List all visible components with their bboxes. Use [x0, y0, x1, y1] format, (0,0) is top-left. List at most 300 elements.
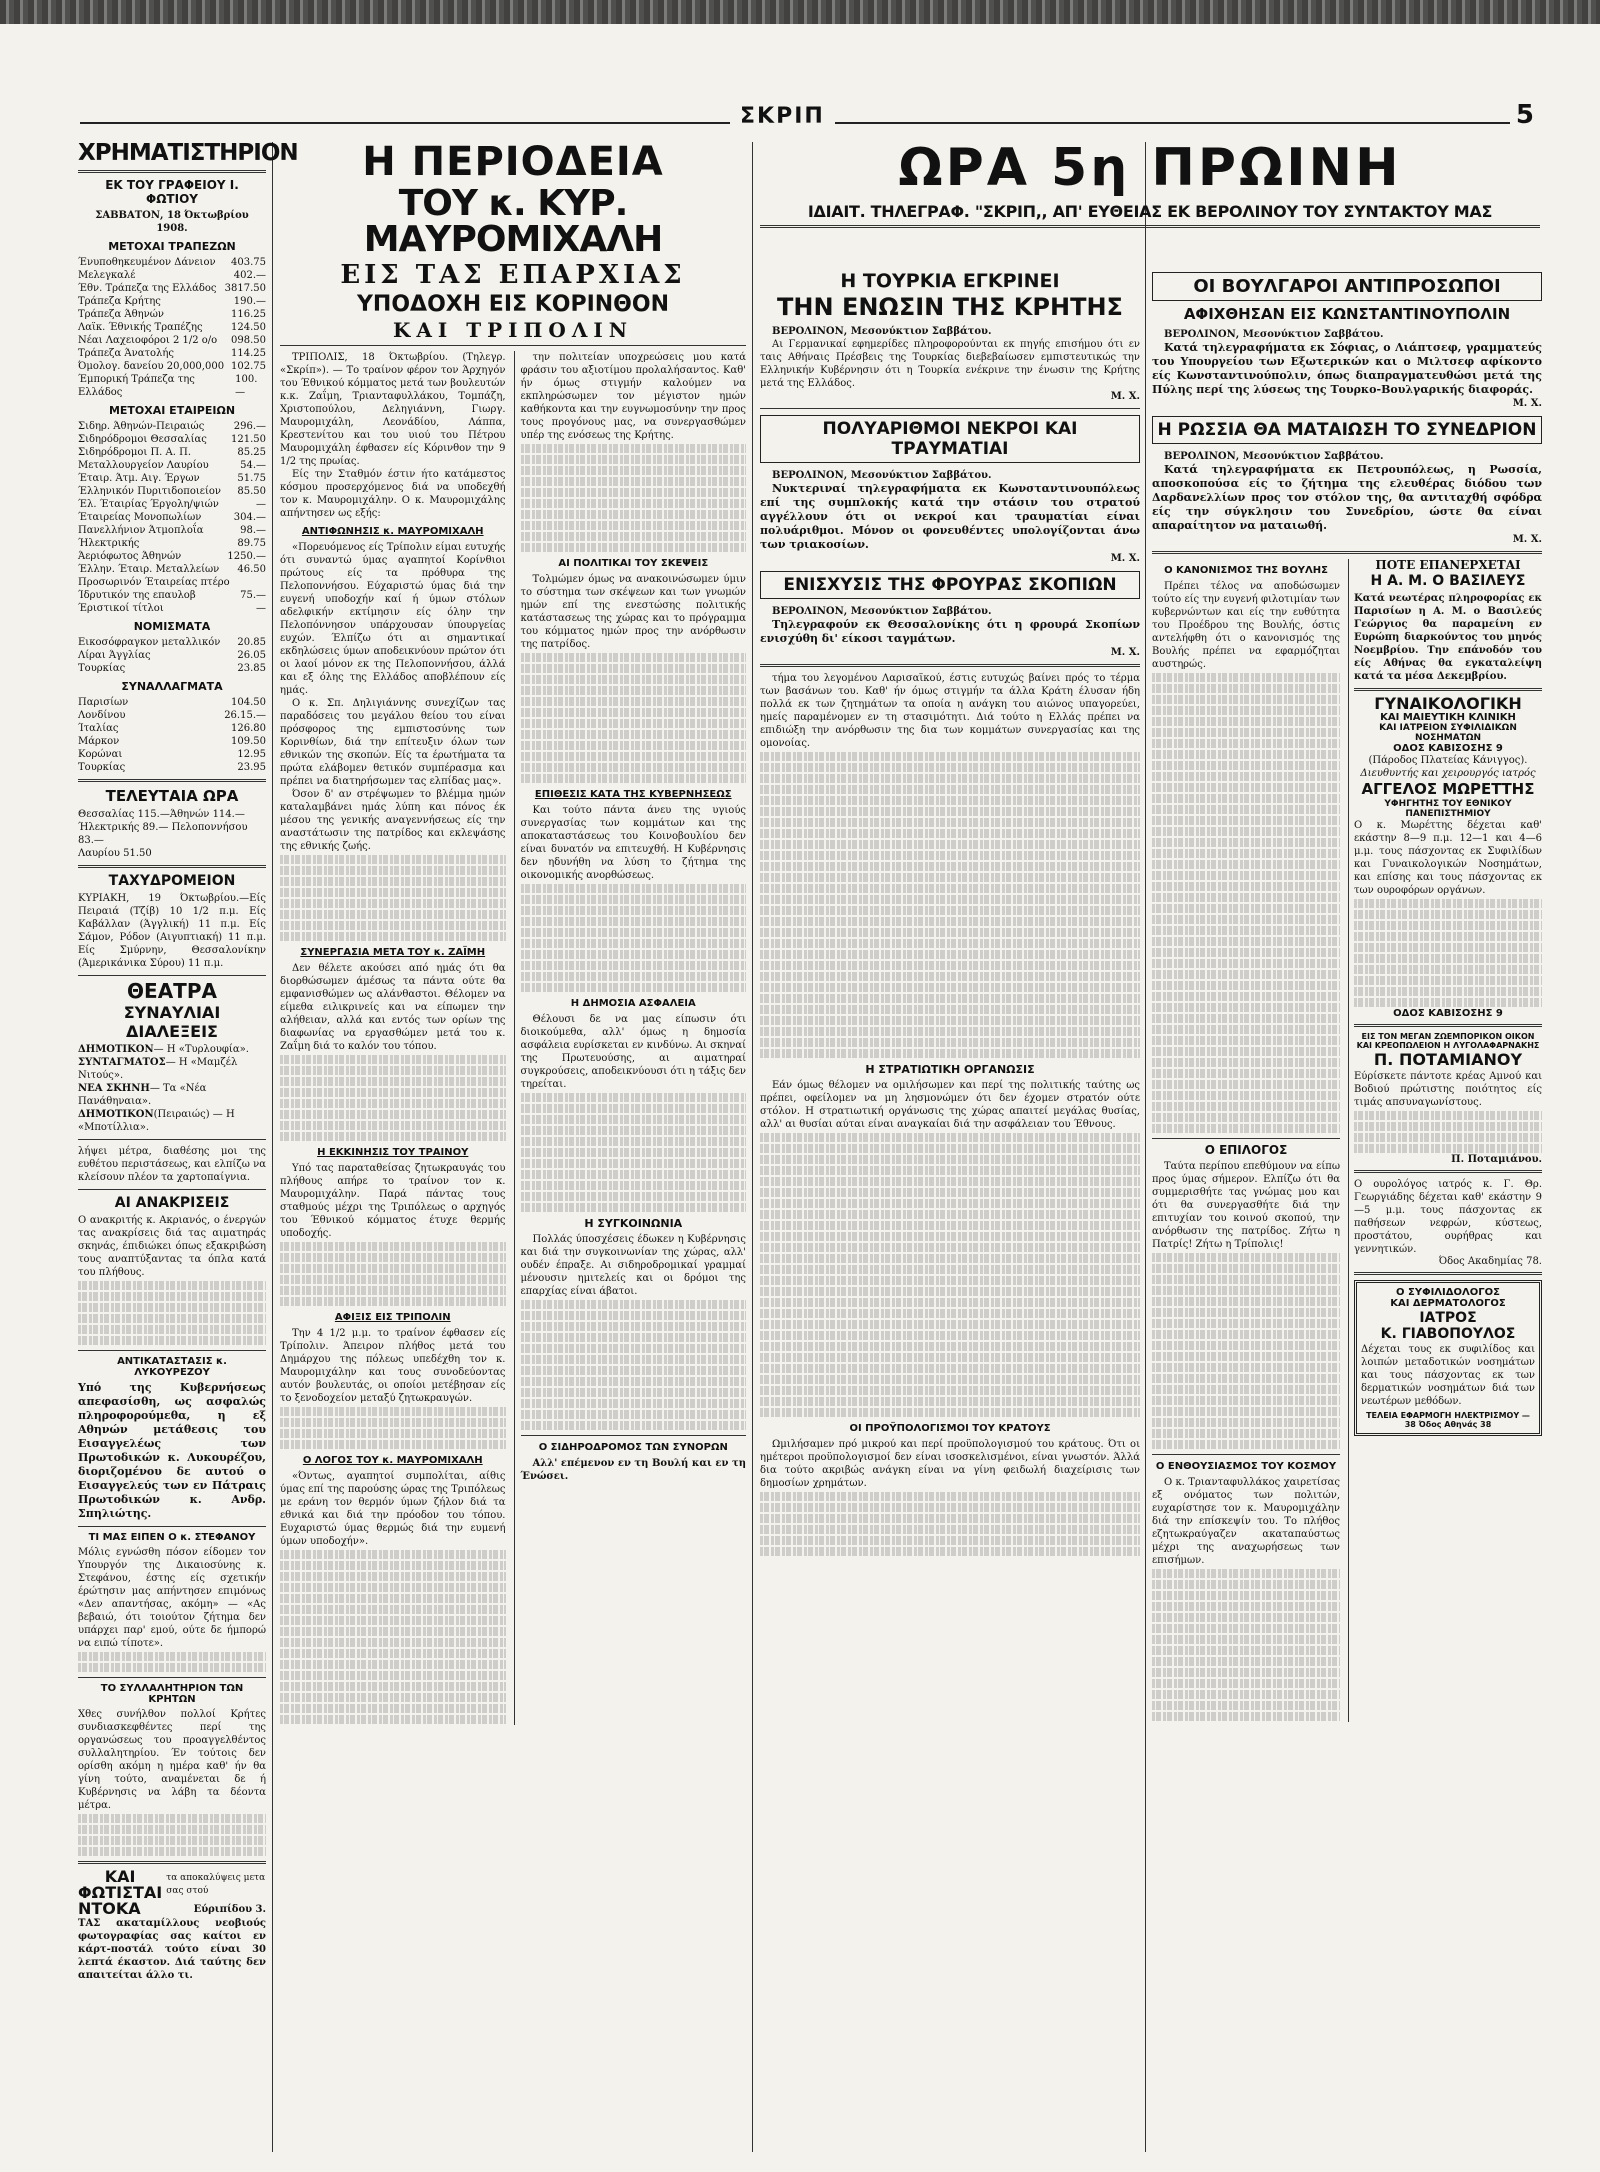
russia-headline: Η ΡΩΣΣΙΑ ΘΑ ΜΑΤΑΙΩΣΗ ΤΟ ΣΥΝΕΔΡΙΟΝ [1152, 416, 1542, 444]
clinic-address-note: (Πάροδος Πλατείας Κάνιγγος). [1368, 755, 1528, 766]
illegible-text [280, 888, 506, 897]
row-label: Προσωρινόν Έταιρείας πτέρο [78, 577, 230, 588]
illegible-text [760, 1232, 1140, 1241]
row-label: Ήλεκτρικής [78, 538, 140, 549]
row-value: 3817.50 [224, 283, 266, 294]
safety-text: Θέλουσι δε να μας είπωσιν ότι διοικούμεθα, αλλ' όμως η δημοσία ασφάλεια ευρίσκεται εν κινδύνω. Αι σκηναί της Πρωτευούσης, αι αιματηραί συγκρούσεις, αποδεικνύουσι ότι η τάξις δεν τηρείται. [520, 1014, 746, 1090]
illegible-text [1354, 899, 1542, 908]
bank-row [78, 347, 266, 360]
illegible-text [1152, 871, 1340, 880]
row-label: Έλ. Έταιρίας Έργολη/ψιών [78, 499, 219, 510]
garrison-text: Τηλεγραφούν εκ Θεσσαλονίκης ότι η φρουρά Σκοπίων ενισχύθη δι' είκοσι ταγμάτων. [760, 618, 1140, 645]
illegible-text [521, 884, 747, 893]
urologist-text: Ο ουρολόγος ιατρός κ. Γ. Θρ. Γεωργιάδης δέχεται καθ' εκάστην 9—5 μ.μ. τους πάσχοντας εκ παθήσεων νεφρών, κύστεως, προστάτου, ουρήθρας και γεννητικών. [1354, 1179, 1542, 1255]
illegible-text [1354, 921, 1542, 930]
clinic-subheadline: ΚΑΙ ΜΑΙΕΥΤΙΚΗ ΚΛΙΝΙΚΗ [1380, 712, 1516, 723]
illegible-text [760, 862, 1140, 871]
illegible-text [280, 1429, 506, 1438]
theatre-name: ΝΕΑ ΣΚΗΝΗ [78, 1083, 150, 1094]
row-label: Σιδηρόδρομοι Θεσσαλίας [78, 434, 207, 445]
illegible-text [1354, 965, 1542, 974]
row-label: Τράπεζα Κρήτης [78, 296, 161, 307]
illegible-text [1354, 1111, 1542, 1120]
cooperation-text: Δεν θέλετε ακούσει από ημάς ότι θα διορθώσωμεν άμέσως τα πάντα ούτε θα εμφανισθώμεν ως αλάνθαστοι. Θέλομεν να είμεθα ειλικρινείς και να είπωμεν την αλήθειαν, αλλά και εντός των ορίων της διαφωνίας να εργασθώμεν μετά του κ. Ζαΐμη διά το καλόν του τόπου. [280, 963, 506, 1052]
last-hour-line: Ήλεκτρικής 89.— Πελοποννήσου 83.— [78, 822, 248, 846]
illegible-text [1152, 1058, 1340, 1067]
illegible-text [521, 477, 747, 486]
row-label: Τουρκίας [78, 762, 126, 773]
casualties-text: Νυκτεριναί τηλεγραφήματα εκ Κωνσταντινουπόλεως επί της συμπλοκής κατά την στάσιν του στρατού αγγέλλουν ότι οι νεκροί και τραυματίαι είναι πολυάριθμοι. Μόνον οι φονευθέντες υπολογίζονται άνω των τριακοσίων. [760, 482, 1140, 551]
illegible-text [760, 796, 1140, 805]
illegible-text [1152, 959, 1340, 968]
illegible-text [78, 1303, 266, 1312]
row-label: Ίδρυτικόν της επαυλοβ [78, 590, 196, 601]
illegible-text [521, 653, 747, 662]
illegible-text [1152, 695, 1340, 704]
illegible-text [1152, 1407, 1340, 1416]
illegible-text [280, 1110, 506, 1119]
theatre-name: ΣΥΝΤΑΓΜΑΤΟΣ [78, 1057, 166, 1068]
illegible-text [280, 1055, 506, 1064]
illegible-text [280, 1088, 506, 1097]
reply-text-2: Ο κ. Σπ. Δηλιγιάννης συνεχίζων τας παραδόσεις του μεγάλου θείου του είναι πρόσφορος της εμπιστοσύνης των Κορινθίων, διά την επίτευξιν όλων των εθνικών της σκοπών. Είς τα έρωτήματα τα πρώτα ελάβομεν θετικόν συμπέρασμα και πρέπει να διατηρήσωμεν τας ελπίδας μας». [280, 698, 506, 787]
illegible-text [280, 932, 506, 941]
illegible-text [1354, 1144, 1542, 1153]
illegible-text [1152, 1613, 1340, 1622]
illegible-text [521, 1203, 747, 1212]
row-value: 1250.— [227, 551, 266, 562]
illegible-text [280, 1583, 506, 1592]
illegible-text [760, 1375, 1140, 1384]
tour-subcolumn-left [280, 351, 506, 1725]
illegible-text [1152, 750, 1340, 759]
illegible-text [521, 1311, 747, 1320]
row-value: 12.95 [237, 749, 266, 760]
illegible-text [521, 1181, 747, 1190]
illegible-text [78, 1314, 266, 1323]
row-value: 23.85 [237, 663, 266, 674]
illegible-text [280, 1099, 506, 1108]
illegible-text [760, 807, 1140, 816]
bank-row [78, 360, 266, 373]
illegible-text [521, 1388, 747, 1397]
exchange-heading: ΣΥΝΑΛΛΑΓΜΑΤΑ [121, 680, 223, 693]
masthead [0, 100, 1600, 140]
illegible-text [1152, 1352, 1340, 1361]
illegible-text [521, 686, 747, 695]
clinic-doctor-title: ΥΦΗΓΗΤΗΣ ΤΟΥ ΕΘΝΙΚΟΥ ΠΑΝΕΠΙΣΤΗΜΙΟΥ [1384, 799, 1512, 819]
theatre-play: — Η «Μαμζέλ Νιτούς». [78, 1057, 238, 1081]
row-label: Έμπορική Τράπεζα της Ελλάδος [78, 374, 195, 398]
illegible-text [760, 884, 1140, 893]
illegible-text [760, 1309, 1140, 1318]
company-row [78, 524, 266, 537]
arrival-text: Την 4 1/2 μ.μ. το τραίνον έφθασεν είς Τρίπολιν. Άπειρον πλήθος μετά του Δημάρχου της πόλεως υπεδέχθη τον κ. Μαυρομιχάλην και τους συνοδεύοντας αυτόν βουλευτάς, οι οποίοι μετέβησαν είς το ξενοδοχείον μεταξύ ζητωκραυγών. [280, 1328, 506, 1404]
illegible-text [1152, 1330, 1340, 1339]
telegram-headline: ΩΡΑ 5η ΠΡΩΙΝΗ [898, 138, 1402, 198]
illegible-text [78, 1292, 266, 1301]
illegible-text [760, 752, 1140, 761]
illegible-text [1152, 1385, 1340, 1394]
bank-row [78, 321, 266, 334]
exchange-row [78, 748, 266, 761]
safety-heading: Η ΔΗΜΟΣΙΑ ΑΣΦΑΛΕΙΑ [570, 998, 696, 1009]
row-value: 100.— [235, 374, 258, 398]
rally-text: Χθες συνήλθον πολλοί Κρήτες συνδιασκεφθέντες περί της οργανώσεως του προαγγελθέντος συλλαλητηρίου. Έν τούτοις δεν ορίσθη ακόμη η ημέρα καθ' ήν θα γίνη τούτο, αναμένεται δε ή Κυβέρνησις να λάβη τα δέοντα μέτρα. [78, 1709, 266, 1811]
illegible-text [760, 1408, 1140, 1417]
bulgarians-signature: Μ. Χ. [1512, 398, 1542, 409]
photo-ad-title: ΚΑΙ ΦΩΤΙΣΤΑΙ [78, 1867, 163, 1902]
critique-text: Και τούτο πάντα άνευ της υγιούς συνεργασίας των κομμάτων και της αποκαταστάσεως του Κοινοβουλίου δεν είναι δυνατόν να επιτευχθή. Η Κυβέρνησις δεν ηδυνήθη να λύση το ζήτημα της οικονομικής ανορθώσεως. [520, 805, 746, 881]
dermatologist-headline-2: ΚΑΙ ΔΕΡΜΑΤΟΛΟΓΟΣ [1390, 1298, 1506, 1309]
illegible-text [760, 1049, 1140, 1058]
illegible-text [1152, 1690, 1340, 1699]
illegible-text [1152, 849, 1340, 858]
illegible-text [1152, 827, 1340, 836]
illegible-text [760, 1276, 1140, 1285]
illegible-text [521, 1355, 747, 1364]
illegible-text [1152, 717, 1340, 726]
company-row [78, 550, 266, 563]
exchange-row [78, 735, 266, 748]
illegible-text [760, 1005, 1140, 1014]
illegible-text [280, 910, 506, 919]
illegible-text [760, 1243, 1140, 1252]
tour-lead: ΤΡΙΠΟΛΙΣ, 18 Όκτωβρίου. (Τηλεγρ. «Σκρίπ»). — Το τραίνον φέρον τον Άρχηγόν του Έθνικού κόμματος μετά των βουλευτών κ.κ. Ζαΐμη, Τριανταφυλλάκου, Τομπάζη, Χριστοπούλου, Δεληγιάννη, Γιωργ. Μαυρομιχάλη, Λεονάδίου, Λάππα, Κρεστενίτου και του υιού του Πέτρου Μαυρομιχάλη έφθασεν είς Κόρινθον την 9 1/2 της πρωίας. [280, 352, 506, 467]
illegible-text [760, 1133, 1140, 1142]
tour-subcolumns [280, 351, 746, 1725]
illegible-text [1152, 1341, 1340, 1350]
bank-row [78, 256, 266, 269]
illegible-text [1152, 1440, 1340, 1449]
illegible-text [521, 972, 747, 981]
illegible-text [521, 1300, 747, 1309]
illegible-text [760, 1265, 1140, 1274]
illegible-text [78, 1847, 266, 1856]
illegible-text [760, 1144, 1140, 1153]
row-value: 190.— [233, 296, 266, 307]
companies-list [78, 420, 266, 615]
illegible-text [760, 1210, 1140, 1219]
illegible-text [521, 675, 747, 684]
illegible-text [1354, 1122, 1542, 1131]
illegible-text [1152, 1003, 1340, 1012]
illegible-text [280, 1066, 506, 1075]
column-rule [272, 142, 273, 2152]
illegible-text [521, 1410, 747, 1419]
row-label: Έταιρείας Μονοπωλίων [78, 512, 202, 523]
divider [1354, 1024, 1542, 1027]
row-label: Εικοσόφραγκον μεταλλικόν [78, 637, 221, 648]
exchange-row [78, 761, 266, 774]
illegible-text [521, 1093, 747, 1102]
illegible-text [1152, 1297, 1340, 1306]
tour-subcolumn-right [514, 351, 747, 1725]
illegible-text [78, 1652, 266, 1661]
urologist-address: Όδος Ακαδημίας 78. [1438, 1256, 1542, 1267]
illegible-text [760, 1353, 1140, 1362]
divider [78, 975, 266, 976]
theatres-heading: ΘΕΑΤΡΑ [127, 979, 217, 1003]
railway-text: Αλλ' επέμενον εν τη Βουλή και εν τη Ένώσει. [520, 1458, 746, 1482]
stock-date: ΣΑΒΒΑΤΟΝ, 18 Όκτωβρίου 1908. [95, 210, 249, 234]
concerts-heading: ΣΥΝΑΥΛΙΑΙ [123, 1003, 221, 1022]
illegible-text [1152, 1264, 1340, 1273]
crete-signature: Μ. Χ. [1110, 391, 1140, 402]
illegible-text [760, 829, 1140, 838]
illegible-text [280, 1407, 506, 1416]
row-value: 403.75 [231, 257, 266, 268]
illegible-text [521, 752, 747, 761]
butcher-headline: ΕΙΣ ΤΟΝ ΜΕΓΑΝ ΖΩΕΜΠΟΡΙΚΟΝ ΟΙΚΟΝ [1361, 1032, 1535, 1041]
illegible-text [760, 1298, 1140, 1307]
stock-exchange-title: ΧΡΗΜΑΤΙΣΤΗΡΙΟΝ [78, 140, 298, 166]
column-stock-exchange [78, 140, 298, 2152]
row-value: — [256, 603, 266, 614]
illegible-text [760, 1342, 1140, 1351]
illegible-text [521, 917, 747, 926]
photo-ad-text: ΤΑΣ ακαταμίλλους νεοβιούς φωτογραφίας σας καίτοι εν κάρτ-ποστάλ τούτο είναι 30 λεπτά έκαστον. Διά ταύτης δεν απαιτείται άλλο τι. [78, 1918, 266, 1981]
scan-edge-strip [0, 0, 1600, 24]
illegible-text [760, 1320, 1140, 1329]
rules-text: Πρέπει τέλος να αποδώσωμεν τούτο είς την ευγενή φιλοτιμίαν των κυβερνώντων και είς την ευθύτητα του Προέδρου της Βουλής, όστις αντελήφθη ότι ο κανονισμός της Βουλής πρέπει να εφαρμόζηται αυστηρώς. [1152, 581, 1340, 670]
epilogue-heading: Ο ΕΠΙΛΟΓΟΣ [1204, 1143, 1288, 1157]
photo-ad-brand: ΝΤΟΚΑ [78, 1899, 141, 1918]
bank-row [78, 295, 266, 308]
illegible-text [1152, 805, 1340, 814]
illegible-text [78, 1836, 266, 1845]
row-value: 104.50 [231, 697, 266, 708]
army-text: Εάν όμως θέλομεν να ομιλήσωμεν και περί της πολιτικής ταύτης ως πρέπει, οφείλομεν να μη λησμονώμεν ότι δεν έχομεν στρατόν ούτε στόλον. Η στρατιωτική οργάνωσις της χώρας απαιτεί μεγάλας θυσίας, αλλ' αι θυσίαι αύται είναι αναγκαίαι διά την ασφάλειαν του Έθνους. [760, 1080, 1140, 1130]
illegible-text [760, 961, 1140, 970]
company-row [78, 420, 266, 433]
illegible-text [521, 543, 747, 552]
row-label: Μελεγκαλέ [78, 270, 136, 281]
illegible-text [280, 1077, 506, 1086]
illegible-text [280, 1275, 506, 1284]
illegible-text [280, 1242, 506, 1251]
theatre-name: ΔΗΜΟΤΙΚΟΝ [78, 1109, 154, 1120]
illegible-text [1152, 1429, 1340, 1438]
row-value: 102.75 [231, 361, 266, 372]
row-label: Νέαι Λαχειοφόροι 2 1/2 ο/ο [78, 335, 218, 346]
illegible-text [521, 1399, 747, 1408]
illegible-text [521, 1333, 747, 1342]
clinic-subheadline-2: ΚΑΙ ΙΑΤΡΕΙΟΝ ΣΥΦΙΛΙΔΙΚΩΝ ΝΟΣΗΜΑΤΩΝ [1379, 723, 1517, 743]
illegible-text [521, 730, 747, 739]
row-label: Κορώναι [78, 749, 123, 760]
theatre-listing [78, 1108, 266, 1134]
divider [78, 170, 266, 173]
illegible-text [1354, 998, 1542, 1007]
illegible-text [1152, 981, 1340, 990]
illegible-text [1152, 1396, 1340, 1405]
company-row [78, 576, 266, 589]
theatre-play: — Τα «Νέα Πανάθηναια». [78, 1083, 207, 1107]
illegible-text [1152, 1635, 1340, 1644]
row-value: 98.— [240, 525, 266, 536]
right-subcolumns [1152, 559, 1542, 1722]
illegible-text [521, 763, 747, 772]
illegible-text [760, 950, 1140, 959]
illegible-text [760, 1155, 1140, 1164]
row-value: 51.75 [237, 473, 266, 484]
page-number: 5 [1510, 100, 1540, 130]
illegible-text [760, 1364, 1140, 1373]
divider [1152, 1454, 1340, 1455]
row-label: Σιδηρόδρομοι Π. Α. Π. [78, 447, 191, 458]
illegible-text [760, 763, 1140, 772]
illegible-text [760, 895, 1140, 904]
divider [1354, 1272, 1542, 1275]
illegible-text [1152, 1363, 1340, 1372]
illegible-text [521, 444, 747, 453]
illegible-text [760, 1038, 1140, 1047]
illegible-text [1152, 1286, 1340, 1295]
banks-heading: ΜΕΤΟΧΑΙ ΤΡΑΠΕΖΩΝ [108, 240, 236, 253]
illegible-text [1152, 1036, 1340, 1045]
butcher-headline-2: ΚΑΙ ΚΡΕΟΠΩΛΕΙΟΝ Η ΛΥΓΟΛΑΦΑΡΝΑΚΗΣ [1356, 1041, 1540, 1050]
company-row [78, 446, 266, 459]
illegible-text [1152, 1701, 1340, 1710]
illegible-text [1152, 816, 1340, 825]
bulgarians-headline: ΟΙ ΒΟΥΛΓΑΡΟΙ ΑΝΤΙΠΡΟΣΩΠΟΙ [1152, 272, 1542, 301]
illegible-text [280, 1627, 506, 1636]
column-telegrams-right [1152, 272, 1542, 2152]
clinic-headline: ΓΥΝΑΙΚΟΛΟΓΙΚΗ [1374, 694, 1522, 713]
illegible-text [78, 1663, 266, 1672]
illegible-text [280, 855, 506, 864]
interrogations-text: Ο ανακριτής κ. Ακριανός, ο ένεργών τας ανακρίσεις διά τας αιματηράς σκηνάς, έπιδιώκει όπως εξακριβώση τους αναπτύξαντας τα όπλα κατά του πλήθους. [78, 1215, 266, 1278]
row-value: 121.50 [231, 434, 266, 445]
illegible-text [760, 939, 1140, 948]
illegible-text [1152, 1014, 1340, 1023]
photo-ad-street: Εύριπίδου 3. [193, 1903, 266, 1915]
illegible-text [1152, 1418, 1340, 1427]
army-heading: Η ΣΤΡΑΤΙΩΤΙΚΗ ΟΡΓΑΝΩΣΙΣ [865, 1063, 1035, 1076]
illegible-text [1152, 915, 1340, 924]
illegible-text [760, 774, 1140, 783]
clinic-address: ΟΔΟΣ ΚΑΒΙΣΟΣΗΣ 9 [1393, 743, 1503, 754]
theatre-listings [78, 1043, 266, 1134]
illegible-text [1152, 1047, 1340, 1056]
illegible-text [521, 719, 747, 728]
illegible-text [760, 851, 1140, 860]
illegible-text [521, 488, 747, 497]
butcher-signature: Π. Ποταμιάνου. [1451, 1154, 1542, 1165]
row-label: Έταιρ. Άτμ. Αιγ. Έργων [78, 473, 200, 484]
train-text: Υπό τας παραταθείσας ζητωκραυγάς του πλήθους απήρε το τραίνον τον κ. Μαυρομιχάλην. Παρά πάντας τους σταθμούς μέχρι της Τριπόλεως ο αρχηγός του Έθνικού κόμματος έτυχε θερμής υποδοχής. [280, 1163, 506, 1239]
illegible-text [521, 510, 747, 519]
illegible-text [760, 1503, 1140, 1512]
illegible-text [521, 1148, 747, 1157]
illegible-text [1152, 882, 1340, 891]
company-row [78, 498, 266, 511]
photo-ad-brand-row [78, 1901, 266, 1917]
bank-row [78, 269, 266, 282]
illegible-text [1152, 706, 1340, 715]
row-value: 098.50 [231, 335, 266, 346]
telegram-banner [760, 138, 1540, 272]
illegible-text [521, 1126, 747, 1135]
illegible-text [760, 1547, 1140, 1556]
illegible-text [1152, 1102, 1340, 1111]
row-label: Έθν. Τράπεζα της Ελλάδος [78, 283, 217, 294]
divider [1354, 688, 1542, 691]
crete-dateline: ΒΕΡΟΛΙΝΟΝ, Μεσονύκτιον Σαββάτου. [772, 326, 992, 337]
banks-list [78, 256, 266, 399]
bank-row [78, 308, 266, 321]
illegible-text [521, 741, 747, 750]
divider [78, 1189, 266, 1190]
post-heading: ΤΑΧΥΔΡΟΜΕΙΟΝ [108, 873, 236, 889]
enthusiasm-text: Ο κ. Τριανταφυλλάκος χαιρετίσας εξ ονόματος των πολιτών, ευχαρίστησε τον κ. Μαυρομιχάλην διά την επίσκεψίν του. Το πλήθος εζητωκραύγαζεν ακαταπαύστως μέχρι της αναχωρήσεως των επισήμων. [1152, 1477, 1340, 1566]
casualties-headline: ΠΟΛΥΑΡΙΘΜΟΙ ΝΕΚΡΟΙ ΚΑΙ ΤΡΑΥΜΑΤΙΑΙ [760, 415, 1140, 463]
theatre-listing [78, 1056, 266, 1082]
clinic-text: Ο κ. Μωρέττης δέχεται καθ' εκάστην 8—9 π.μ. 12—1 και 4—6 μ.μ. τους πάσχοντας εκ Συφιλίδων και Γυναικολογικών Νοσημάτων, και επίσης και τους πάσχοντας εκ των ουροφόρων οργάνων. [1354, 820, 1542, 896]
illegible-text [760, 1221, 1140, 1230]
illegible-text [1152, 761, 1340, 770]
bank-row [78, 334, 266, 347]
row-value: 89.75 [237, 538, 266, 549]
illegible-text [1152, 1308, 1340, 1317]
interrogations-heading: ΑΙ ΑΝΑΚΡΙΣΕΙΣ [114, 1195, 230, 1211]
illegible-text [521, 466, 747, 475]
illegible-text [521, 895, 747, 904]
illegible-text [521, 1366, 747, 1375]
rally-heading: ΤΟ ΣΥΛΛΑΛΗΤΗΡΙΟΝ ΤΩΝ ΚΡΗΤΩΝ [100, 1683, 244, 1705]
illegible-text [280, 877, 506, 886]
illegible-text [760, 928, 1140, 937]
butcher-name: Π. ΠΟΤΑΜΙΑΝΟΥ [1373, 1050, 1523, 1069]
illegible-text [760, 1254, 1140, 1263]
illegible-text [760, 1166, 1140, 1175]
tour-headline-tripoli: ΚΑΙ ΤΡΙΠΟΛΙΝ [393, 318, 633, 342]
illegible-text [1152, 1646, 1340, 1655]
tour-headline: Η ΠΕΡΙΟΔΕΙΑ [362, 139, 664, 185]
illegible-text [1354, 943, 1542, 952]
russia-signature: Μ. Χ. [1512, 534, 1542, 545]
row-value: 109.50 [231, 736, 266, 747]
illegible-text [760, 1027, 1140, 1036]
illegible-text [1152, 904, 1340, 913]
butcher-text: Εύρίσκετε πάντοτε κρέας Αμνού και Βοδιού πρώτιστης ποιότητος είς τιμάς απσυναγωνίστους. [1354, 1071, 1542, 1108]
divider [760, 664, 1140, 667]
illegible-text [78, 1325, 266, 1334]
column-telegrams-left [760, 272, 1140, 2152]
dermatologist-address: ΤΕΛΕΙΑ ΕΦΑΡΜΟΓΗ ΗΛΕΚΤΡΙΣΜΟΥ — 38 Όδος Αθηνάς 38 [1366, 1411, 1530, 1429]
illegible-text [1152, 926, 1340, 935]
illegible-text [280, 899, 506, 908]
illegible-text [1354, 1133, 1542, 1142]
illegible-text [280, 1594, 506, 1603]
bank-row [78, 282, 266, 295]
divider [1152, 551, 1542, 554]
casualties-dateline: ΒΕΡΟΛΙΝΟΝ, Μεσονύκτιον Σαββάτου. [772, 470, 992, 481]
illegible-text [1152, 728, 1340, 737]
illegible-text [1152, 1091, 1340, 1100]
budget-heading: ΟΙ ΠΡΟΫΠΟΛΟΓΙΣΜΟΙ ΤΟΥ ΚΡΑΤΟΥΣ [849, 1423, 1051, 1434]
illegible-text [760, 1287, 1140, 1296]
illegible-text [760, 1331, 1140, 1340]
row-label: Λαϊκ. Έθνικής Τραπέζης [78, 322, 203, 333]
exchange-row [78, 696, 266, 709]
divider [78, 779, 266, 782]
dermatologist-name: Κ. ΓΙΑΒΟΠΟΥΛΟΣ [1380, 1326, 1516, 1342]
illegible-text [521, 455, 747, 464]
casualties-signature: Μ. Χ. [1110, 553, 1140, 564]
row-label: Τράπεζα Άνατολής [78, 348, 174, 359]
